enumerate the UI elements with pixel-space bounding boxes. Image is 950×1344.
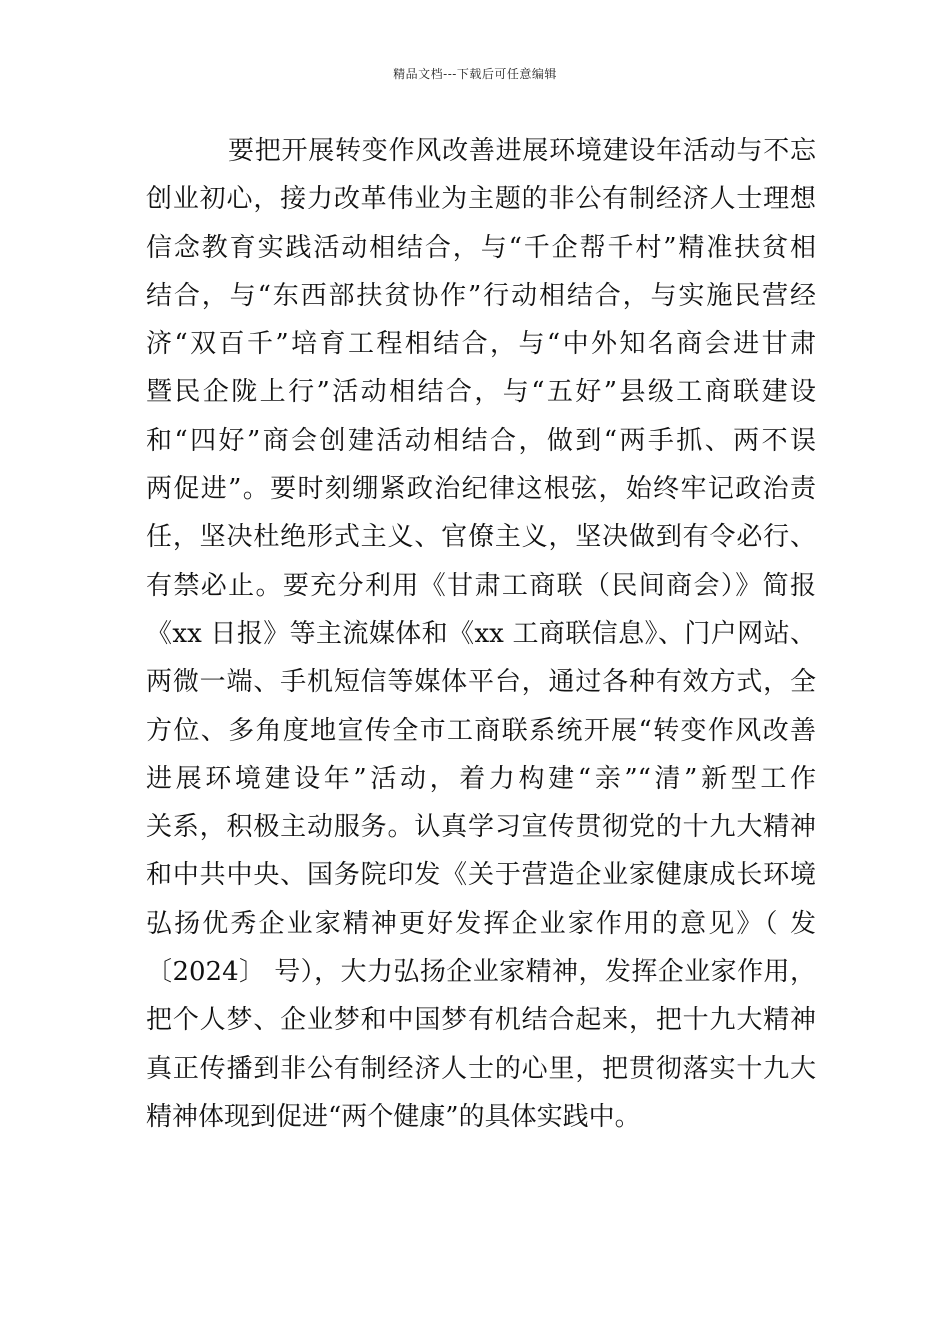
paragraph-line: 弘扬优秀企业家精神更好发挥企业家作用的意见》（ 发 bbox=[146, 908, 816, 939]
paragraph-line: 济“双百千”培育工程相结合，与“中外知名商会进甘肃 bbox=[146, 329, 816, 360]
paragraph-line: 关系，积极主动服务。认真学习宣传贯彻党的十九大精神 bbox=[146, 812, 816, 843]
paragraph-line-last: 精神体现到促进“两个健康”的具体实践中。 bbox=[146, 1101, 641, 1132]
paragraph-line: 两微一端、手机短信等媒体平台，通过各种有效方式，全 bbox=[146, 667, 816, 698]
paragraph-line: 〔2024〕 号），大力弘扬企业家精神，发挥企业家作用， bbox=[146, 957, 816, 988]
paragraph-line: 《xx 日报》等主流媒体和《xx 工商联信息》、门户网站、 bbox=[146, 618, 816, 649]
paragraph-line: 方位、多角度地宣传全市工商联系统开展“转变作风改善 bbox=[146, 715, 816, 746]
paragraph-line: 和“四好”商会创建活动相结合，做到“两手抓、两不误 bbox=[146, 425, 816, 456]
paragraph-line: 真正传播到非公有制经济人士的心里，把贯彻落实十九大 bbox=[146, 1053, 816, 1084]
paragraph-line: 要把开展转变作风改善进展环境建设年活动与不忘 bbox=[228, 136, 816, 166]
paragraph-line: 把个人梦、企业梦和中国梦有机结合起来，把十九大精神 bbox=[146, 1005, 816, 1036]
paragraph-line: 结合，与“东西部扶贫协作”行动相结合，与实施民营经 bbox=[146, 280, 816, 311]
paragraph-line: 和中共中央、国务院印发《关于营造企业家健康成长环境 bbox=[146, 860, 816, 891]
paragraph-line: 暨民企陇上行”活动相结合，与“五好”县级工商联建设 bbox=[146, 377, 816, 408]
paragraph-line: 两促进”。要时刻绷紧政治纪律这根弦，始终牢记政治责 bbox=[146, 474, 816, 505]
page-header: 精品文档---下载后可任意编辑 bbox=[393, 67, 557, 81]
paragraph-line: 任，坚决杜绝形式主义、官僚主义，坚决做到有令必行、 bbox=[146, 522, 816, 553]
paragraph-line: 有禁必止。要充分利用《甘肃工商联（民间商会）》简报 bbox=[146, 570, 816, 601]
body-paragraph bbox=[146, 131, 816, 1145]
paragraph-line: 信念教育实践活动相结合，与“千企帮千村”精准扶贫相 bbox=[146, 232, 816, 263]
paragraph-line: 进展环境建设年”活动，着力构建“亲”“清”新型工作 bbox=[146, 763, 816, 794]
paragraph-line: 创业初心，接力改革伟业为主题的非公有制经济人士理想 bbox=[146, 184, 816, 215]
